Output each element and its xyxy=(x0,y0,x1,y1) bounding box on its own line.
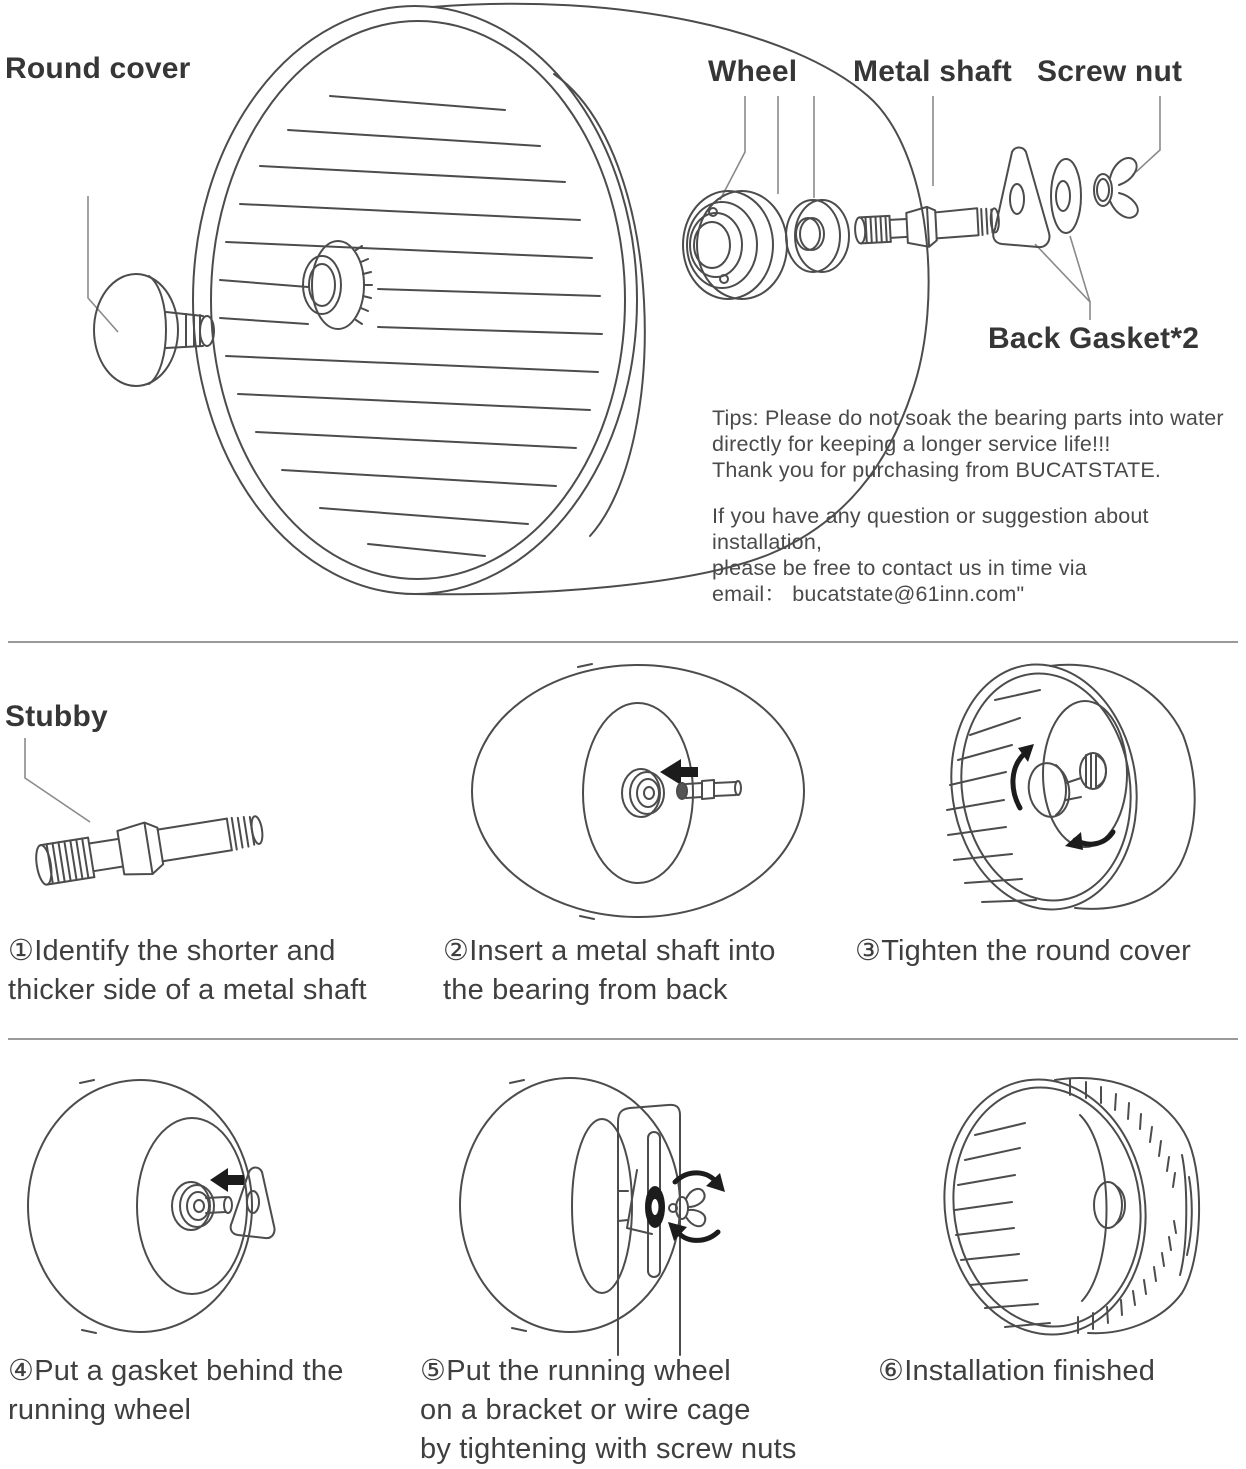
triangle-gasket-drawing xyxy=(993,148,1049,248)
round-cover-drawing xyxy=(94,274,214,386)
step4-caption: ④Put a gasket behind the running wheel xyxy=(8,1355,344,1426)
step2-illustration xyxy=(440,650,820,940)
wing-nut-drawing xyxy=(1094,158,1138,218)
gasket-arrow-icon xyxy=(210,1168,244,1192)
tips-text: Tips: Please do not soak the bearing parts into water directly for keeping a longer service life!!! Thank you for purchasing from BUCATSTATE. xyxy=(712,406,1224,482)
metal-shaft-label: Metal shaft xyxy=(853,55,1012,88)
bearing-part-drawing xyxy=(786,200,849,272)
small-shaft-drawing xyxy=(677,780,741,799)
step2-caption: ②Insert a metal shaft into the bearing from back xyxy=(443,935,776,1006)
step6-illustration xyxy=(930,1065,1220,1355)
cover-and-hub-drawing xyxy=(1025,753,1106,820)
back-gasket-label: Back Gasket*2 xyxy=(988,322,1200,355)
section-divider-1 xyxy=(8,641,1238,643)
step3-caption: ③Tighten the round cover xyxy=(855,935,1192,967)
washer-gasket-drawing xyxy=(1051,159,1081,233)
step3-illustration xyxy=(900,650,1230,940)
step1-shaft-illustration xyxy=(10,730,310,920)
contact-text: If you have any question or suggestion about installation, please be free to contact us in time via email： bucatstate@61inn.com" xyxy=(712,504,1149,606)
wing-nut-step5 xyxy=(645,1186,705,1228)
wheel-hub-part-drawing xyxy=(683,191,787,299)
screw-nut-label: Screw nut xyxy=(1037,55,1183,88)
step1-caption: ①Identify the shorter and thicker side of a metal shaft xyxy=(8,935,367,1006)
exploded-view-illustration xyxy=(0,0,1246,645)
wheel-label: Wheel xyxy=(708,55,798,88)
step5-caption: ⑤Put the running wheel on a bracket or wire cage by tightening with screw nuts xyxy=(420,1355,797,1465)
step4-illustration xyxy=(20,1060,400,1355)
cover-knob-drawing xyxy=(1094,1182,1125,1228)
stubby-label: Stubby xyxy=(5,700,108,733)
step5-illustration xyxy=(430,1060,850,1360)
step6-caption: ⑥Installation finished xyxy=(878,1355,1156,1387)
rotation-arrows xyxy=(1013,744,1113,850)
round-cover-label: Round cover xyxy=(5,52,191,85)
wheel-drum-drawing xyxy=(193,4,929,595)
hub-nut-drawing xyxy=(303,241,372,329)
section-divider-2 xyxy=(8,1038,1238,1040)
